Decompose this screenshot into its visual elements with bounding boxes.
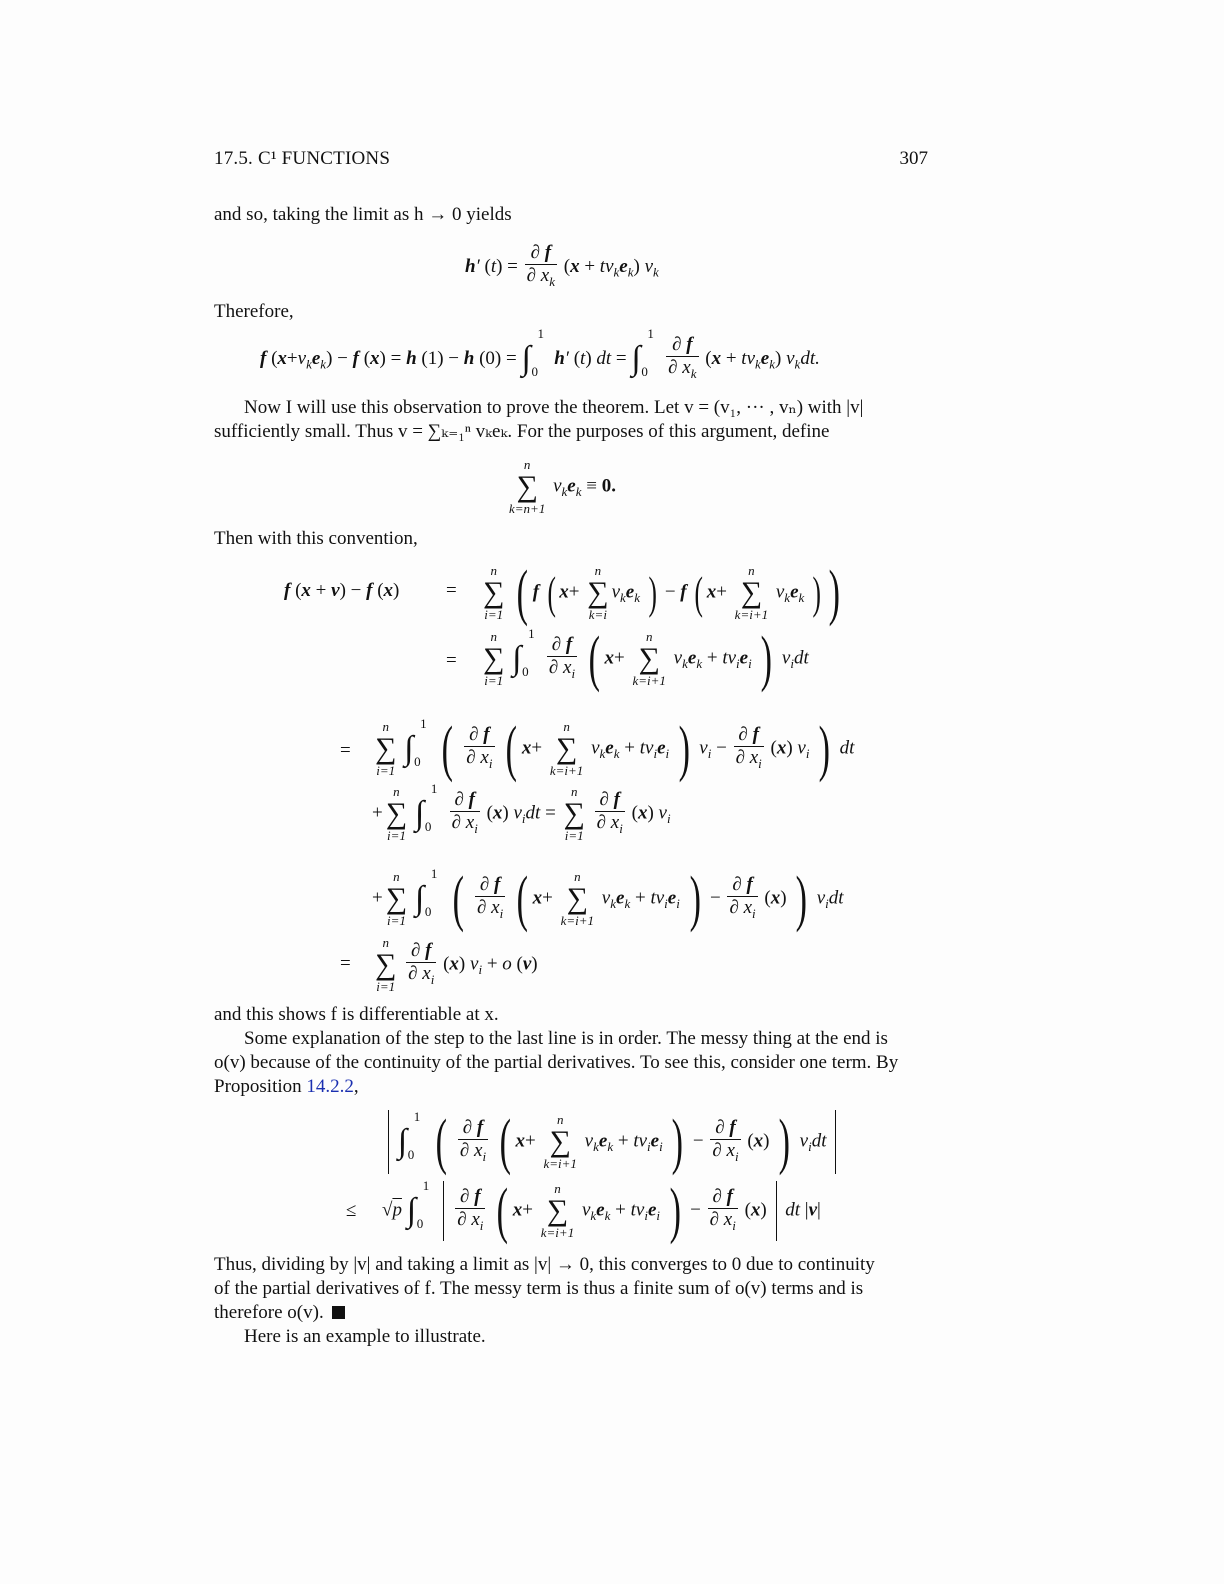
paragraph-differentiable: and this shows f is differentiable at x. bbox=[214, 1004, 499, 1025]
derivation-step-5: + n ∑ i=1 ∫ 1 0 ( $\frac{\partial f}{\partial x_i}$ ( x+ n ∑ k=i+1 $v_ke_k + tv_ie_i$ ) − $\frac{\partial f}{\partial x_i}$ (x) ) $v_idt$ bbox=[372, 865, 844, 933]
inequality-rhs: √p ∫ 1 0 $\frac{\partial f}{\partial x_i}$ ( x+ n ∑ k=i+1 $v_ke_k + tv_ie_i$ ) − $\frac{\partial f}{\partial x_i}$ (x) dt |v| bbox=[382, 1177, 821, 1245]
paragraph-conclusion-line-3 bbox=[214, 1301, 928, 1325]
qed-icon bbox=[332, 1306, 345, 1319]
paragraph-explanation-line-3 bbox=[214, 1075, 928, 1099]
paragraph-explanation-line-2: o(v) because of the continuity of the partial derivatives. To see this, consider one term. By bbox=[214, 1052, 899, 1073]
equation-h-prime: h′ (t) = $\frac{\partial f}{\partial x_k}$ $(x + tv_ke_k)$ $v_k$ bbox=[465, 242, 659, 289]
conclusion-text: therefore o(v). bbox=[214, 1302, 324, 1323]
paragraph-conclusion bbox=[214, 1253, 928, 1325]
proposition-link[interactable]: 14.2.2 bbox=[306, 1076, 354, 1097]
derivation-step-4: + n ∑ i=1 ∫ 1 0 $\frac{\partial f}{\partial x_i}$ (x) $v_idt$ = n ∑ i=1 $\frac{\partial f}{\partial x_i}$ (x) $v_i$ bbox=[372, 781, 671, 843]
paragraph-conclusion-line-2: of the partial derivatives of f. The messy term is thus a finite sum of o(v) terms and is bbox=[214, 1278, 864, 1299]
inequality-lhs: ∫ 1 0 ( $\frac{\partial f}{\partial x_i}$ ( x+ n ∑ k=i+1 $v_ke_k + tv_ie_i$ ) − $\frac{\partial f}{\partial x_i}$ (x) ) $v_idt$ bbox=[384, 1110, 840, 1174]
paragraph-explanation-line-1: Some explanation of the step to the last line is in order. The messy thing at the end is bbox=[244, 1028, 888, 1049]
paragraph-observation bbox=[214, 396, 928, 444]
derivation-step-3: n ∑ i=1 ∫ 1 0 ( $\frac{\partial f}{\partial x_i}$ ( x+ n ∑ k=i+1 $v_ke_k + tv_ie_i$ ) $v_i$ − $\frac{\partial f}{\partial x_i}$ (x) $v_i$ ) dt bbox=[375, 715, 855, 783]
paragraph-limit: and so, taking the limit as h → 0 yields bbox=[214, 204, 512, 225]
running-header: 17.5. C¹ FUNCTIONS bbox=[214, 148, 391, 169]
comma: , bbox=[353, 1076, 359, 1097]
proposition-label: Proposition bbox=[214, 1076, 307, 1097]
paragraph-example: Here is an example to illustrate. bbox=[244, 1326, 486, 1347]
paragraph-therefore: Therefore, bbox=[214, 301, 294, 322]
paragraph-conclusion-line-1: Thus, dividing by |v| and taking a limit as |v| → 0, this converges to 0 due to continuity bbox=[214, 1254, 875, 1275]
paragraph-observation-line-2: sufficiently small. Thus v = ∑ₖ₌₁ⁿ vₖeₖ. For the purposes of this argument, define bbox=[214, 421, 830, 442]
equals-sign: = bbox=[340, 953, 351, 974]
equals-sign: = bbox=[446, 650, 457, 671]
paragraph-observation-line-1: Now I will use this observation to prove the theorem. Let v = (v₁, ··· , vₙ) with |v| bbox=[244, 397, 864, 418]
equals-sign: = bbox=[446, 580, 457, 601]
equation-empty-sum-convention: n ∑ k=n+1 $v_ke_k \equiv 0$. bbox=[509, 457, 616, 516]
derivation-lhs: f (x + v) − f (x) bbox=[284, 580, 400, 601]
paragraph-explanation bbox=[214, 1027, 928, 1099]
derivation-step-1: n ∑ i=1 ( f ( x+ n ∑ k=i $v_ke_k$ ) − f ( x+ n ∑ k=i+1 $v_ke_k$ ) ) bbox=[483, 559, 841, 627]
derivation-step-2: n ∑ i=1 ∫ 1 0 $\frac{\partial f}{\partial x_i}$ ( x+ n ∑ k=i+1 $v_ke_k + tv_ie_i$ ) $v_idt$ bbox=[483, 625, 809, 693]
leq-sign: ≤ bbox=[346, 1200, 357, 1221]
equals-sign: = bbox=[340, 740, 351, 761]
derivation-final: n ∑ i=1 $\frac{\partial f}{\partial x_i}$ (x) $v_i + o$ (v) bbox=[375, 935, 538, 994]
equation-integral-identity: f $(x+v_ke_k) - f$ (x) = h (1) − h (0) = ∫ 1 0 h′ (t) dt = ∫ 1 0 $\frac{\partial f}{\partial x_k}$ $(x + tv_ke_k)$ $v_kdt$. bbox=[260, 326, 820, 381]
paragraph-convention: Then with this convention, bbox=[214, 528, 418, 549]
page-number: 307 bbox=[899, 148, 928, 169]
